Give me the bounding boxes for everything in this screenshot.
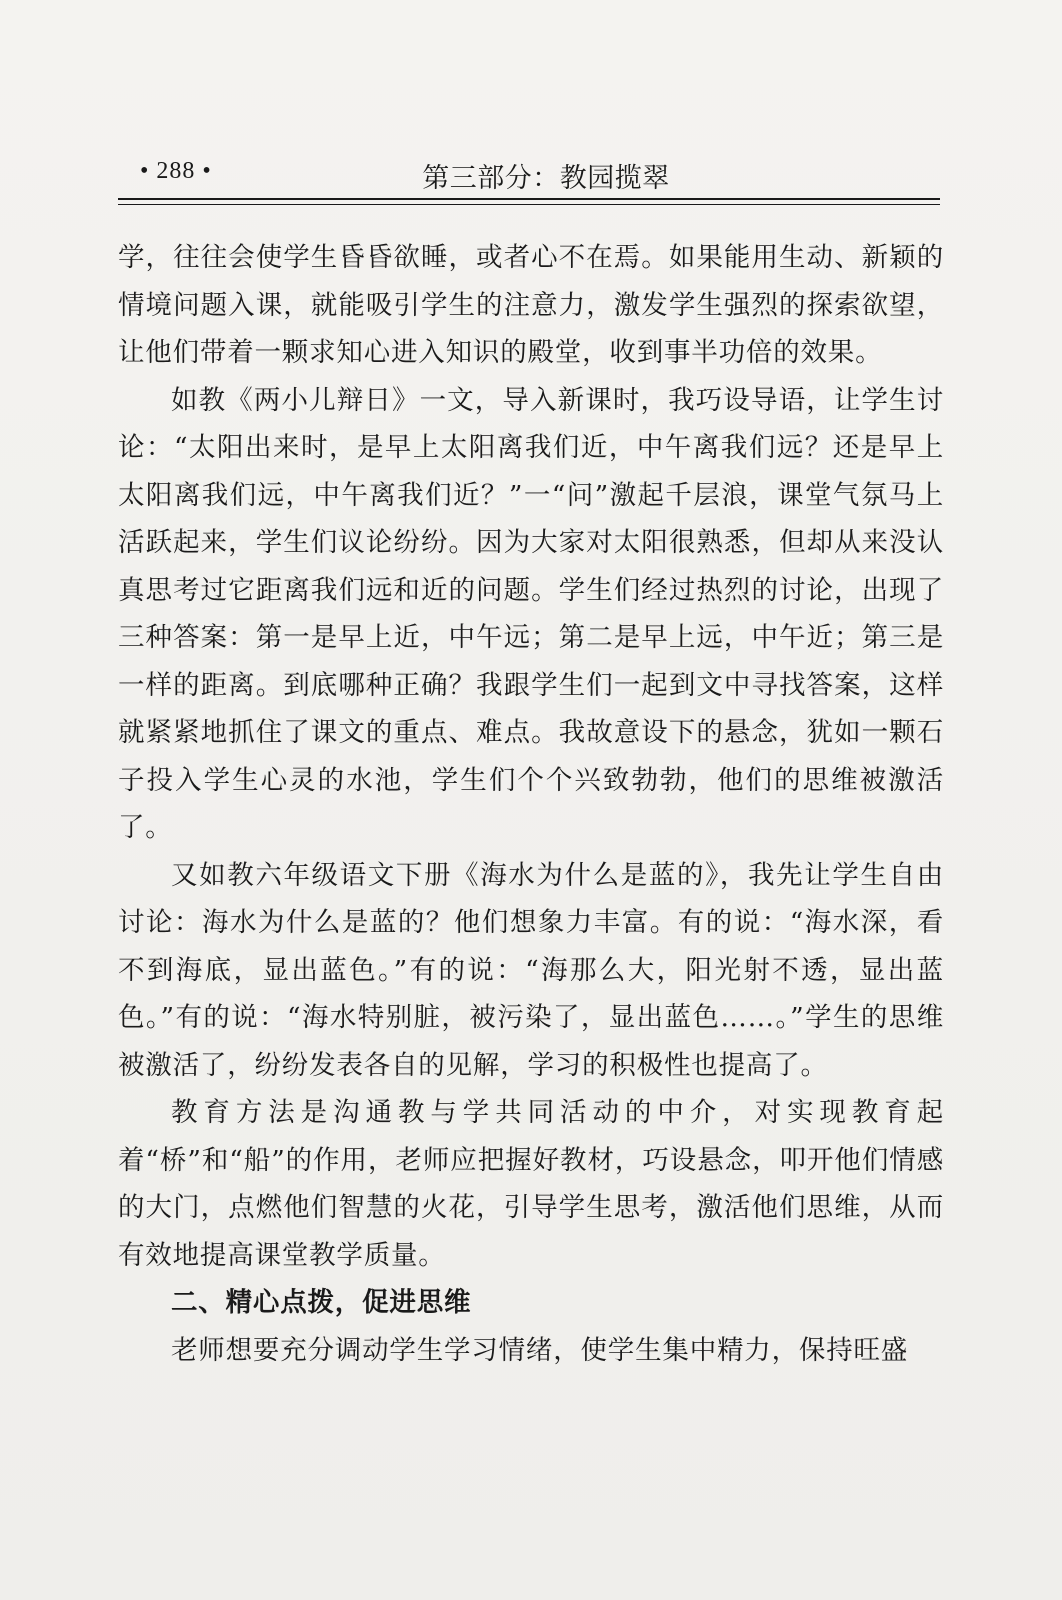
paragraph: 教育方法是沟通教与学共同活动的中介，对实现教育起着“桥”和“船”的作用，老师应把握好教材，巧设悬念，叩开他们情感的大门，点燃他们智慧的火花，引导学生思考，激活他们思维，从而有效地提高课堂教学质量。 bbox=[118, 1097, 944, 1271]
page-number: • 288 • bbox=[140, 158, 212, 184]
running-title: 第三部分：教园揽翠 bbox=[422, 163, 670, 194]
paragraph: 老师想要充分调动学生学习情绪，使学生集中精力，保持旺盛 bbox=[171, 1334, 909, 1366]
paragraph: 如教《两小儿辩日》一文，导入新课时，我巧设导语，让学生讨论：“太阳出来时，是早上太阳离我们近，中午离我们远？还是早上太阳离我们远，中午离我们近？”一“问”激起千层浪，课堂气氛马上活跃起来，学生们议论纷纷。因为大家对太阳很熟悉，但却从来没认真思考过它距离我们远和近的问题。学生们经过热烈的讨论，出现了三种答案：第一是早上近，中午远；第二是早上远，中午近；第三是一样的距离。到底哪种正确？我跟学生们一起到文中寻找答案，这样就紧紧地抓住了课文的重点、难点。我故意设下的悬念，犹如一颗石子投入学生心灵的水池，学生们个个兴致勃勃，他们的思维被激活了。 bbox=[118, 384, 944, 843]
section-heading: 二、精心点拨，促进思维 bbox=[171, 1287, 472, 1318]
paragraph: 又如教六年级语文下册《海水为什么是蓝的》，我先让学生自由讨论：海水为什么是蓝的？他们想象力丰富。有的说：“海水深，看不到海底，显出蓝色。”有的说：“海那么大，阳光射不透，显出蓝色。”有的说：“海水特别脏，被污染了，显出蓝色……。”学生的思维被激活了，纷纷发表各自的见解，学习的积极性也提高了。 bbox=[118, 859, 944, 1081]
page-header bbox=[118, 158, 940, 198]
header-rule-thin bbox=[118, 204, 940, 205]
body-text bbox=[118, 234, 944, 1374]
header-rule-thick bbox=[118, 198, 940, 200]
paragraph-continued: 学，往往会使学生昏昏欲睡，或者心不在焉。如果能用生动、新颖的情境问题入课，就能吸引学生的注意力，激发学生强烈的探索欲望，让他们带着一颗求知心进入知识的殿堂，收到事半功倍的效果。 bbox=[118, 242, 944, 368]
